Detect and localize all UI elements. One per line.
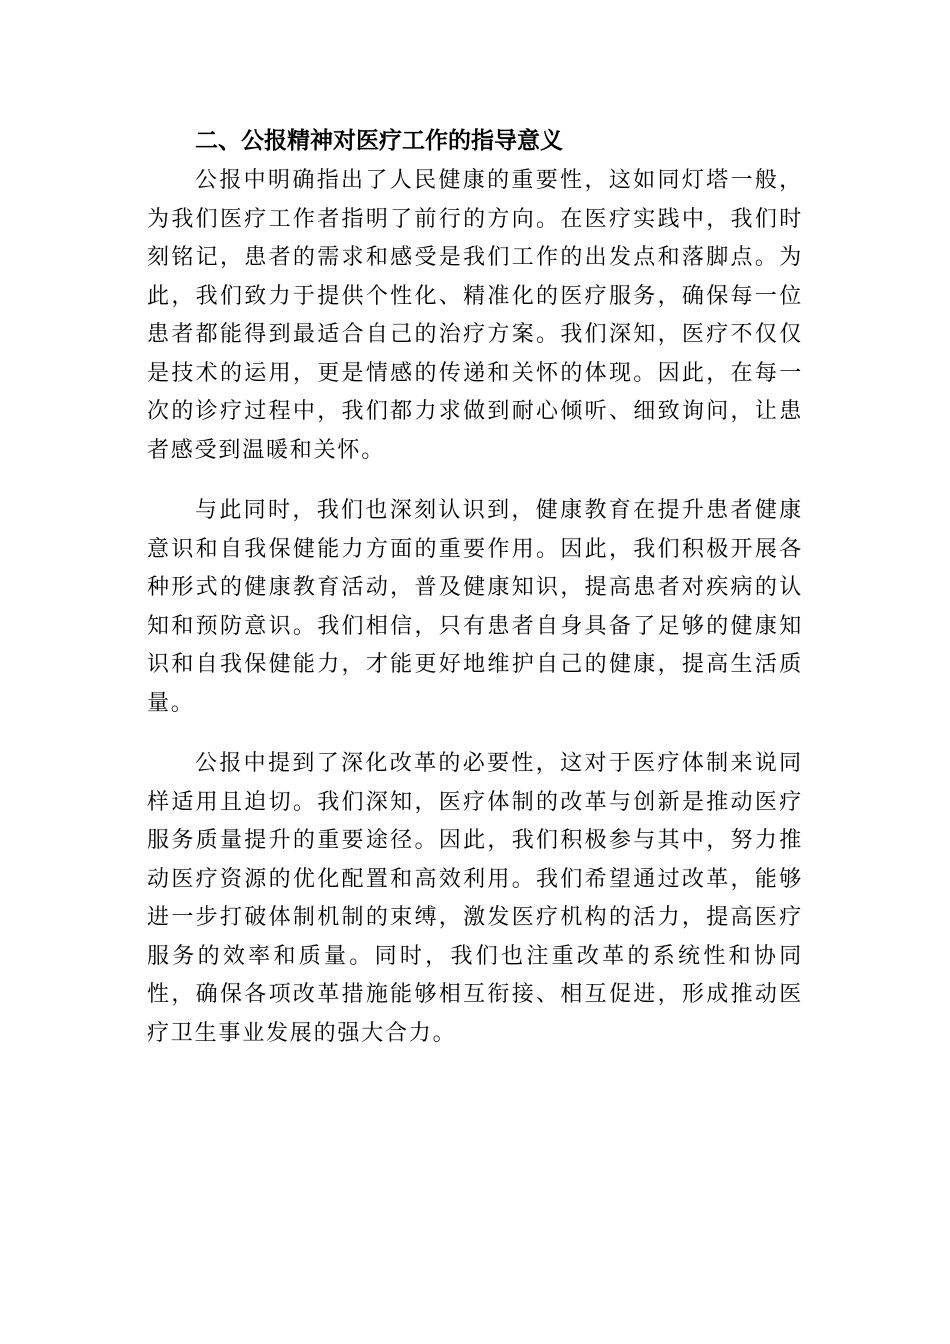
paragraph-medical-reform: 公报中提到了深化改革的必要性，这对于医疗体制来说同样适用且迫切。我们深知，医疗体制的改革与创新是推动医疗服务质量提升的重要途径。因此，我们积极参与其中，努力推动医疗资源的优化配置和高效利用。我们希望通过改革，能够进一步打破体制机制的束缚，激发医疗机构的活力，提高医疗服务的效率和质量。同时，我们也注重改革的系统性和协同性，确保各项改革措施能够相互衔接、相互促进，形成推动医疗卫生事业发展的强大合力。: [147, 751, 803, 1046]
paragraph-health-education: 与此同时，我们也深刻认识到，健康教育在提升患者健康意识和自我保健能力方面的重要作用。因此，我们积极开展各种形式的健康教育活动，普及健康知识，提高患者对疾病的认知和预防意识。我们相信，只有患者自身具备了足够的健康知识和自我保健能力，才能更好地维护自己的健康，提高生活质量。: [147, 498, 803, 716]
section-heading: 二、公报精神对医疗工作的指导意义: [195, 128, 563, 154]
document-body: [147, 123, 803, 1053]
paragraph-patient-centered-care: 公报中明确指出了人民健康的重要性，这如同灯塔一般，为我们医疗工作者指明了前行的方向。在医疗实践中，我们时刻铭记，患者的需求和感受是我们工作的出发点和落脚点。为此，我们致力于提供个性化、精准化的医疗服务，确保每一位患者都能得到最适合自己的治疗方案。我们深知，医疗不仅仅是技术的运用，更是情感的传递和关怀的体现。因此，在每一次的诊疗过程中，我们都力求做到耐心倾听、细致询问，让患者感受到温暖和关怀。: [147, 168, 803, 463]
